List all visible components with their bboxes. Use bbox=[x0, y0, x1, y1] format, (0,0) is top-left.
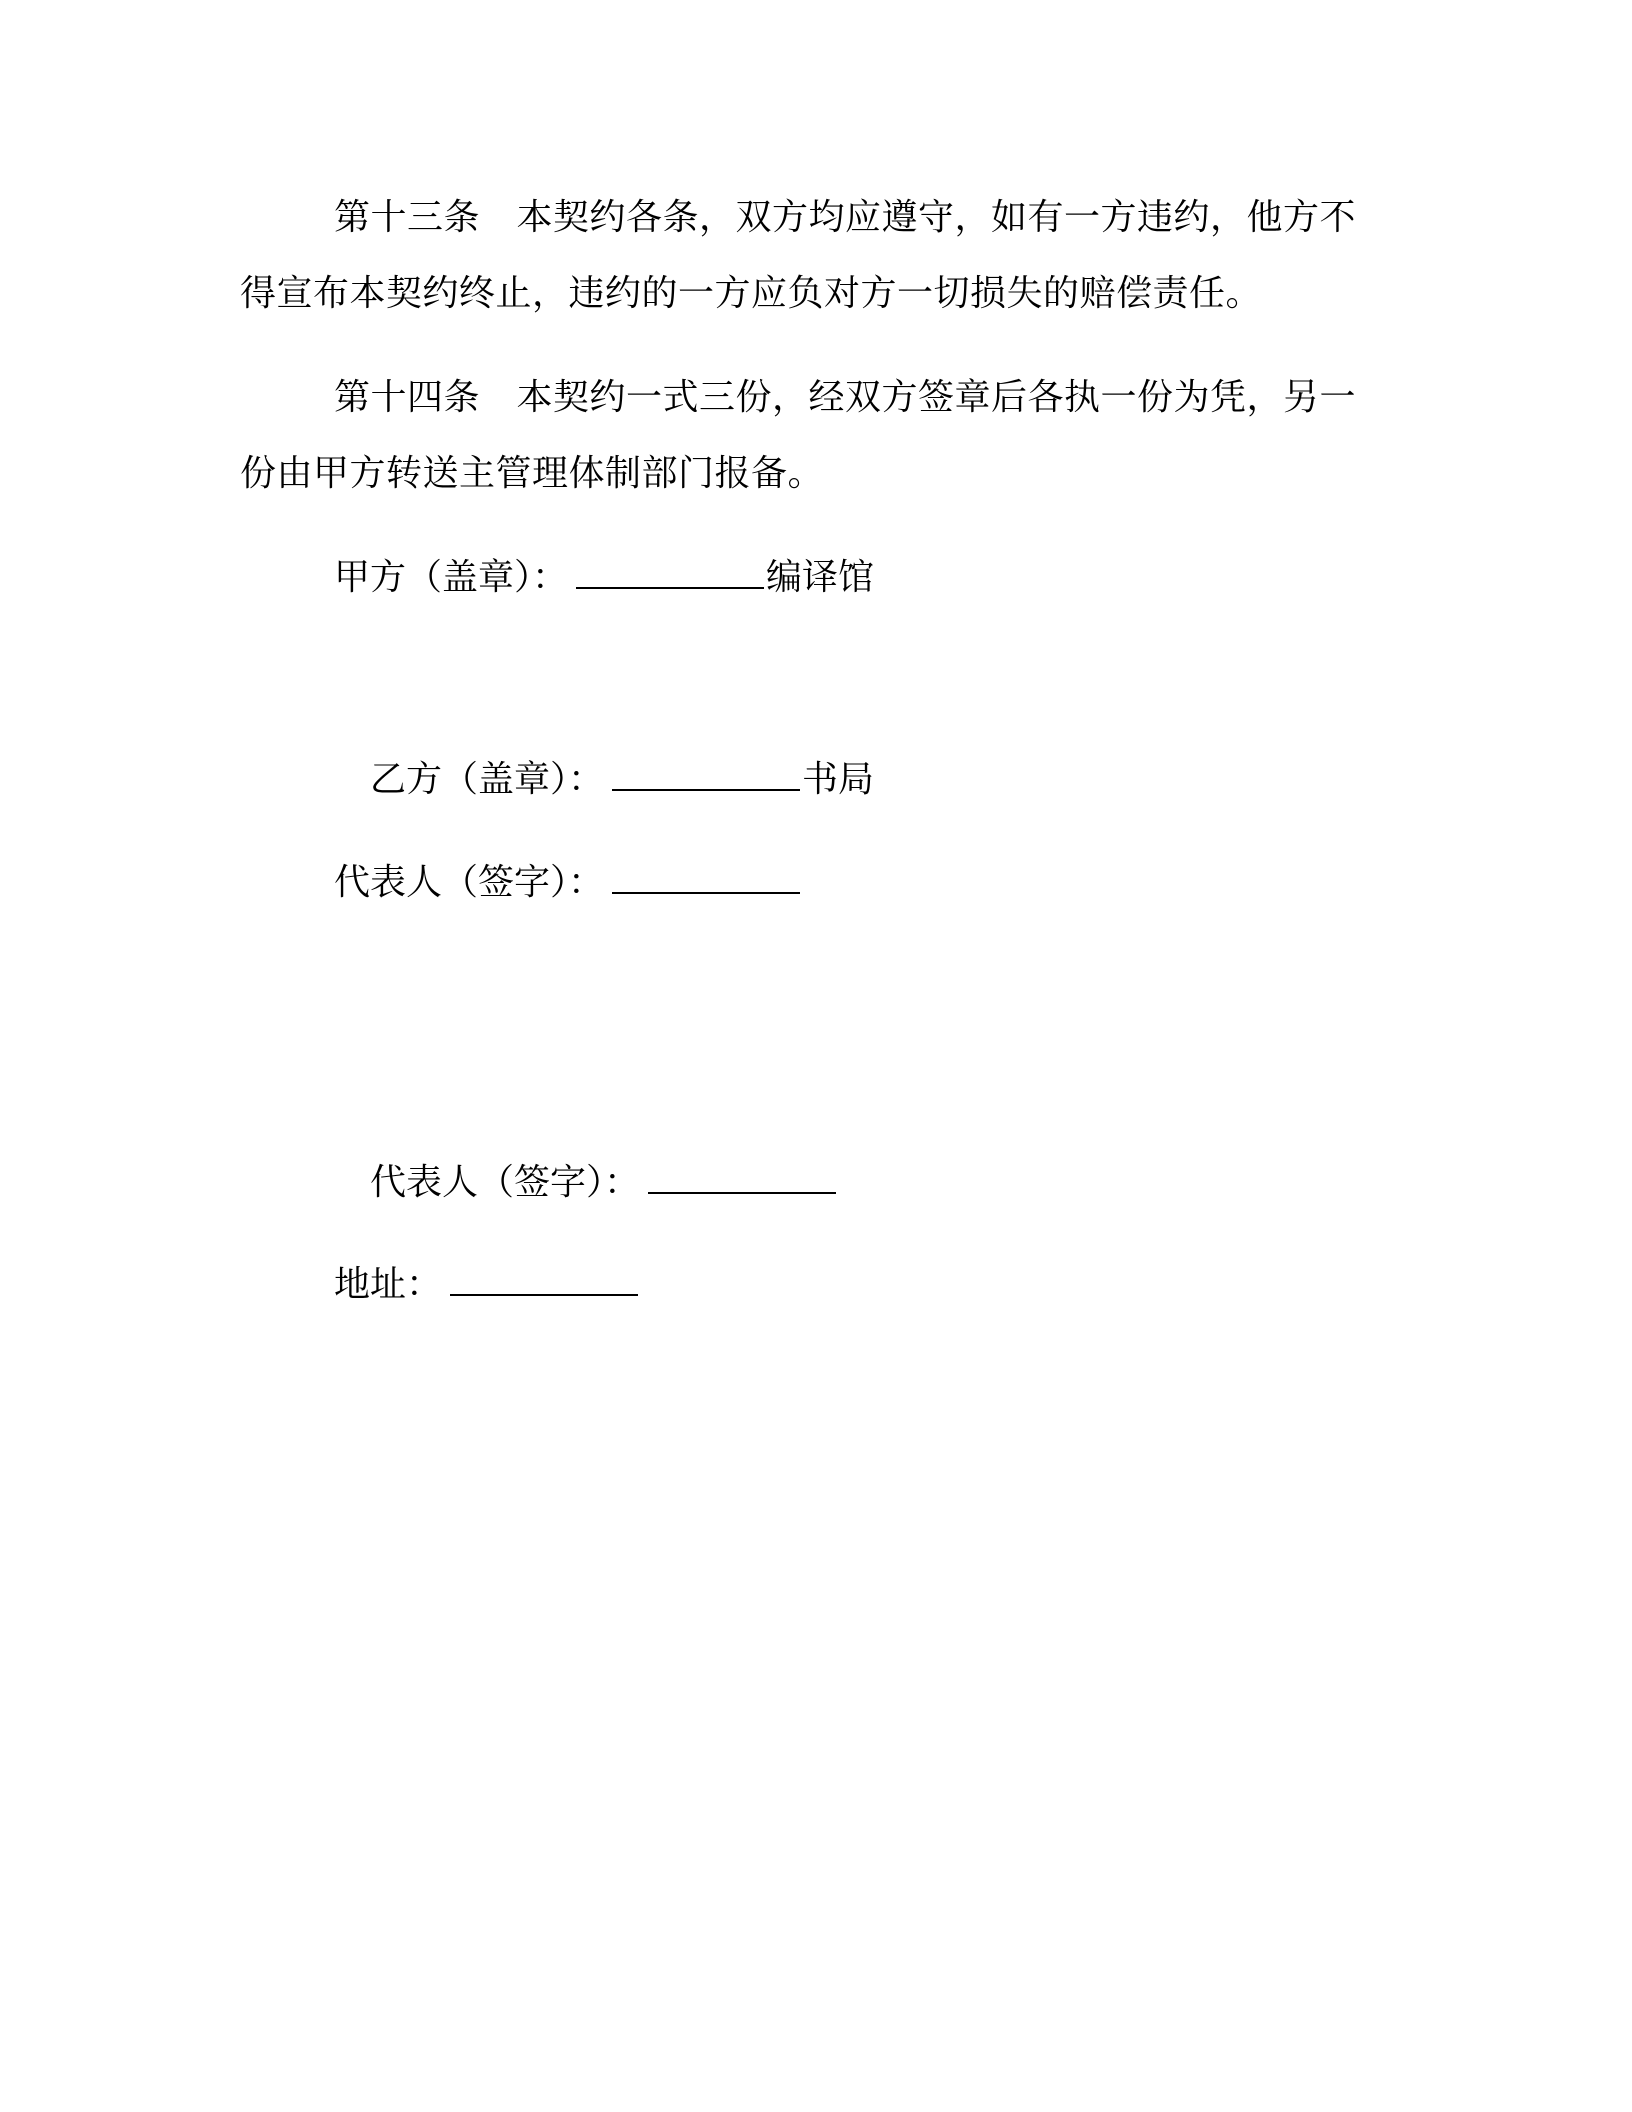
representative-b-blank[interactable] bbox=[648, 1162, 836, 1194]
address-line bbox=[334, 1259, 640, 1311]
address-label: 地址： bbox=[334, 1264, 443, 1305]
party-a-suffix: 编译馆 bbox=[766, 557, 875, 598]
party-b-label: 乙方（盖章）： bbox=[370, 759, 605, 800]
representative-a-label: 代表人（签字）： bbox=[334, 862, 605, 903]
representative-a-blank[interactable] bbox=[612, 862, 800, 894]
party-b-signature-line bbox=[370, 754, 874, 806]
party-a-label: 甲方（盖章）： bbox=[334, 557, 569, 598]
representative-b-line bbox=[370, 1157, 838, 1209]
party-a-signature-line bbox=[334, 552, 874, 604]
representative-b-label: 代表人（签字）： bbox=[370, 1162, 641, 1203]
clause-14-text: 本契约一式三份，经双方签章后各执一份为凭，另一份由甲方转送主管理体制部门报备。 bbox=[240, 377, 1357, 494]
party-b-blank[interactable] bbox=[612, 759, 800, 791]
party-b-suffix: 书局 bbox=[802, 759, 875, 800]
clause-13 bbox=[240, 180, 1380, 332]
representative-a-line bbox=[334, 857, 802, 909]
address-blank[interactable] bbox=[450, 1264, 638, 1296]
clause-13-number: 第十三条 bbox=[334, 197, 481, 238]
clause-13-text: 本契约各条，双方均应遵守，如有一方违约，他方不得宣布本契约终止，违约的一方应负对方一切损失的赔偿责任。 bbox=[240, 197, 1357, 314]
clause-14 bbox=[240, 360, 1380, 512]
party-a-blank[interactable] bbox=[576, 557, 764, 589]
clause-14-number: 第十四条 bbox=[334, 377, 481, 418]
